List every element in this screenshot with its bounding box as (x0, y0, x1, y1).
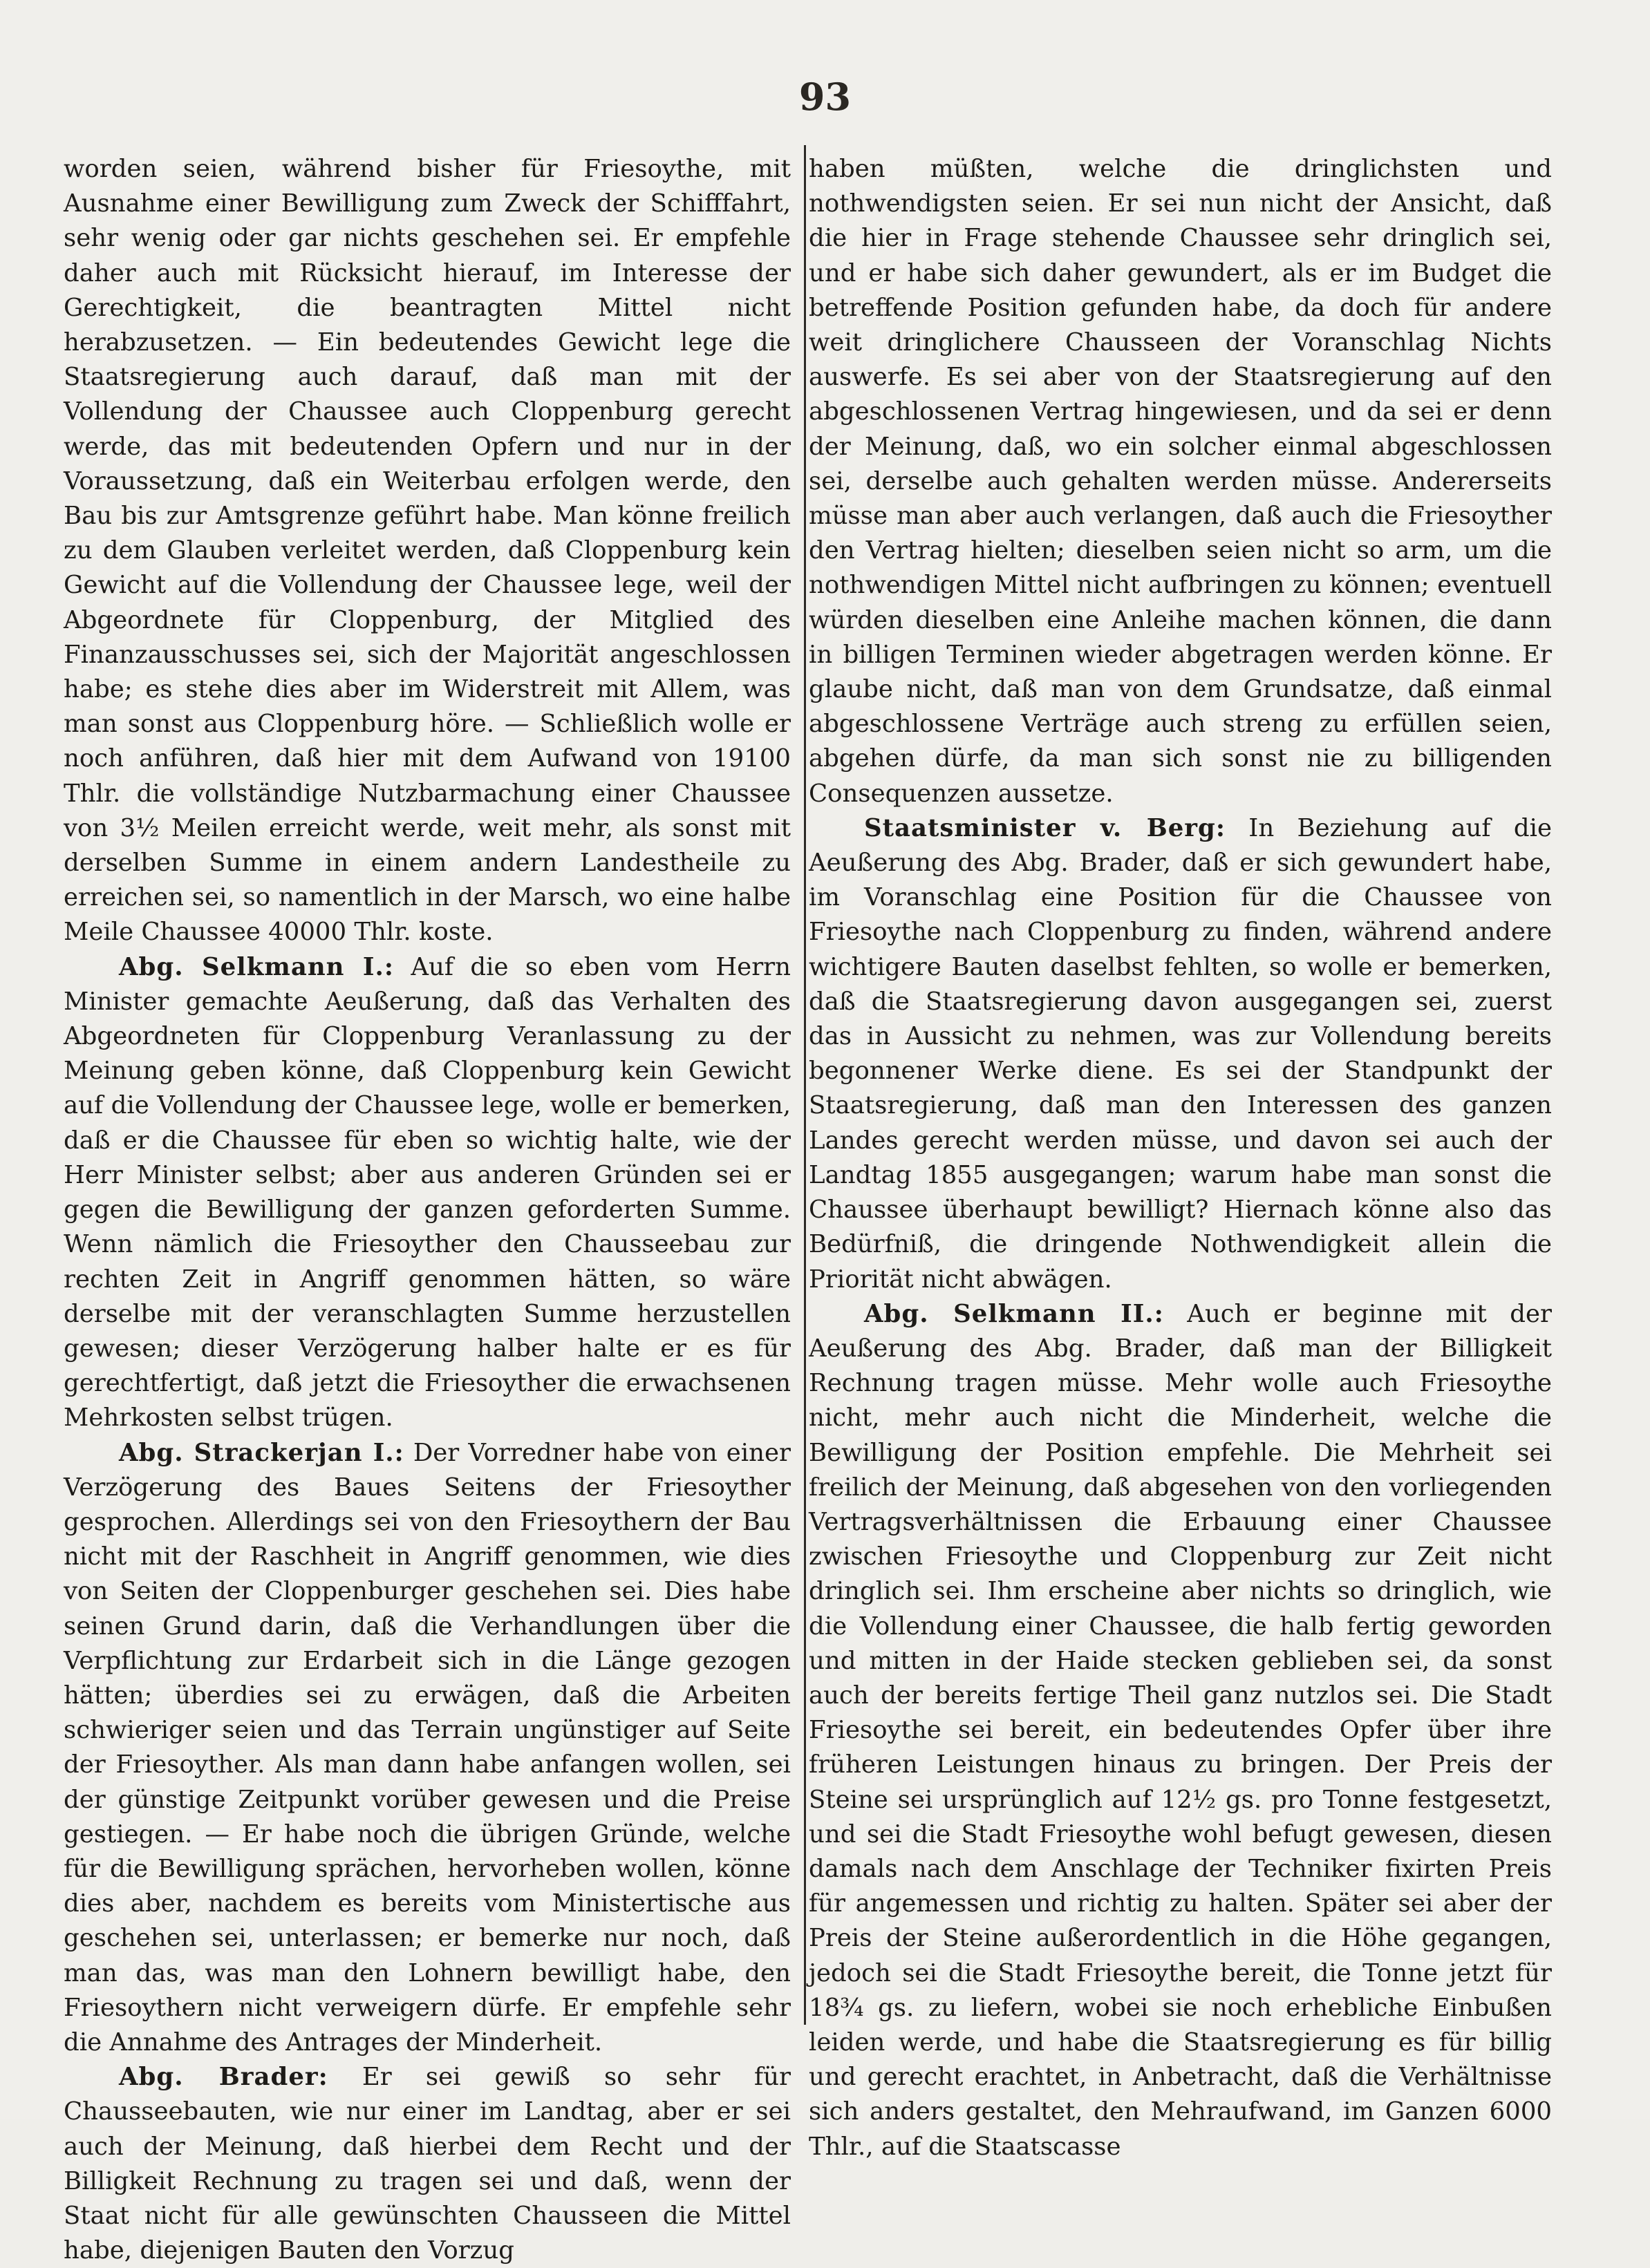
right-column (809, 152, 1552, 2164)
speaker-name: Abg. Strackerjan I.: (119, 1438, 404, 1467)
paragraph (809, 811, 1552, 1297)
speaker-name: Staatsminister v. Berg: (864, 813, 1226, 842)
left-column (64, 152, 791, 2268)
speaker-name: Abg. Selkmann II.: (864, 1299, 1164, 1328)
paragraph (809, 152, 1552, 811)
paragraph-text: Er sei gewiß so sehr für Chausseebauten, wie nur einer im Landtag, aber er sei auch der Meinung, daß hierbei dem Recht und der Billigkeit Rechnung zu tragen sei und daß, wenn der Staat nicht für alle gewünschten Chausseen die Mittel habe, diejenigen Bauten den Vorzug (64, 2063, 791, 2265)
paragraph-text: In Beziehung auf die Aeußerung des Abg. Brader, daß er sich gewundert habe, im Voranschlag eine Position für die Chaussee von Friesoythe nach Cloppenburg zu finden, während andere wichtigere Bauten daselbst fehlten, so wolle er bemerken, daß die Staatsregierung davon ausgegangen sei, zuerst das in Aussicht zu nehmen, was zur Vollendung bereits begonnener Werke diene. Es sei der Standpunkt der Staatsregierung, daß man den Interessen des ganzen Landes gerecht werden müsse, und davon sei auch der Landtag 1855 ausgegangen; warum habe man sonst die Chaussee überhaupt bewilligt? Hiernach könne also das Bedürfniß, die dringende Nothwendigkeit allein die Priorität nicht abwägen. (809, 813, 1552, 1294)
page-number: 93 (798, 75, 852, 119)
column-divider (804, 145, 806, 2025)
paragraph (809, 1297, 1552, 2164)
paragraph-text: worden seien, während bisher für Friesoythe, mit Ausnahme einer Bewilligung zum Zweck der Schifffahrt, sehr wenig oder gar nichts geschehen sei. Er empfehle daher auch mit Rücksicht hierauf, im Interesse der Gerechtigkeit, die beantragten Mittel nicht herabzusetzen. — Ein bedeutendes Gewicht lege die Staatsregierung auch darauf, daß man mit der Vollendung der Chaussee auch Cloppenburg gerecht werde, das mit bedeutenden Opfern und nur in der Voraussetzung, daß ein Weiterbau erfolgen werde, den Bau bis zur Amtsgrenze geführt habe. Man könne freilich zu dem Glauben verleitet werden, daß Cloppenburg kein Gewicht auf die Vollendung der Chaussee lege, weil der Abgeordnete für Cloppenburg, der Mitglied des Finanzausschusses sei, sich der Majorität angeschlossen habe; es stehe dies aber im Widerstreit mit Allem, was man sonst aus Cloppenburg höre. — Schließlich wolle er noch anführen, daß hier mit dem Aufwand von 19100 Thlr. die vollständige Nutzbarmachung einer Chaussee von 3½ Meilen erreicht werde, weit mehr, als sonst mit derselben Summe in einem andern Landestheile zu erreichen sei, so namentlich in der Marsch, wo eine halbe Meile Chaussee 40000 Thlr. koste. (64, 155, 791, 947)
paragraph (64, 2060, 791, 2268)
paragraph-text: Auf die so eben vom Herrn Minister gemachte Aeußerung, daß das Verhalten des Abgeordneten für Cloppenburg Veranlassung zu der Meinung geben könne, daß Cloppenburg kein Gewicht auf die Vollendung der Chaussee lege, wolle er bemerken, daß er die Chaussee für eben so wichtig halte, wie der Herr Minister selbst; aber aus anderen Gründen sei er gegen die Bewilligung der ganzen geforderten Summe. Wenn nämlich die Friesoyther den Chausseebau zur rechten Zeit in Angriff genommen hätten, so wäre derselbe mit der veranschlagten Summe herzustellen gewesen; dieser Verzögerung halber halte er es für gerechtfertigt, daß jetzt die Friesoyther die erwachsenen Mehrkosten selbst trügen. (64, 952, 791, 1433)
paragraph (64, 950, 791, 1436)
paragraph-text: Auch er beginne mit der Aeußerung des Abg. Brader, daß man der Billigkeit Rechnung tragen müsse. Mehr wolle auch Friesoythe nicht, mehr auch nicht die Minderheit, welche die Bewilligung der Position empfehle. Die Mehrheit sei freilich der Meinung, daß abgesehen von den vorliegenden Vertragsverhältnissen die Erbauung einer Chaussee zwischen Friesoythe und Cloppenburg zur Zeit nicht dringlich sei. Ihm erscheine aber nichts so dringlich, wie die Vollendung einer Chaussee, die halb fertig geworden und mitten in der Haide stecken geblieben sei, da sonst auch der bereits fertige Theil ganz nutzlos sei. Die Stadt Friesoythe sei bereit, ein bedeutendes Opfer über ihre früheren Leistungen hinaus zu bringen. Der Preis der Steine sei ursprünglich auf 12½ gs. pro Tonne festgesetzt, und sei die Stadt Friesoythe wohl befugt gewesen, diesen damals nach dem Anschlage der Techniker fixirten Preis für angemessen und richtig zu halten. Später sei aber der Preis der Steine außerordentlich in die Höhe gegangen, jedoch sei die Stadt Friesoythe bereit, die Tonne jetzt für 18¾ gs. zu liefern, wobei sie noch erhebliche Einbußen leiden werde, und habe die Staatsregierung es für billig und gerecht erachtet, in Anbetracht, daß die Verhältnisse sich anders gestaltet, den Mehraufwand, im Ganzen 6000 Thlr., auf die Staatscasse (809, 1299, 1552, 2161)
paragraph (64, 1436, 791, 2061)
paragraph-text: Der Vorredner habe von einer Verzögerung des Baues Seitens der Friesoyther gesprochen. Allerdings sei von den Friesoythern der Bau nicht mit der Raschheit in Angriff genommen, wie dies von Seiten der Cloppenburger geschehen sei. Dies habe seinen Grund darin, daß die Verhandlungen über die Verpflichtung zur Erdarbeit sich in die Länge gezogen hätten; überdies sei zu erwägen, daß die Arbeiten schwieriger seien und das Terrain ungünstiger auf Seite der Friesoyther. Als man dann habe anfangen wollen, sei der günstige Zeitpunkt vorüber gewesen und die Preise gestiegen. — Er habe noch die übrigen Gründe, welche für die Bewilligung sprächen, hervorheben wollen, könne dies aber, nachdem es bereits vom Ministertische aus geschehen sei, unterlassen; er bemerke nur noch, daß man das, was man den Lohnern bewilligt habe, den Friesoythern nicht verweigern dürfe. Er empfehle sehr die Annahme des Antrages der Minderheit. (64, 1438, 791, 2057)
speaker-name: Abg. Brader: (119, 2063, 328, 2092)
speaker-name: Abg. Selkmann I.: (119, 952, 394, 981)
paragraph-text: haben müßten, welche die dringlichsten und nothwendigsten seien. Er sei nun nicht der Ansicht, daß die hier in Frage stehende Chaussee sehr dringlich sei, und er habe sich daher gewundert, als er im Budget die betreffende Position gefunden habe, da doch für andere weit dringlichere Chausseen der Voranschlag Nichts auswerfe. Es sei aber von der Staatsregierung auf den abgeschlossenen Vertrag hingewiesen, und da sei er denn der Meinung, daß, wo ein solcher einmal abgeschlossen sei, derselbe auch gehalten werden müsse. Andererseits müsse man aber auch verlangen, daß auch die Friesoyther den Vertrag hielten; dieselben seien nicht so arm, um die nothwendigen Mittel nicht aufbringen zu können; eventuell würden dieselben eine Anleihe machen können, die dann in billigen Terminen wieder abgetragen werden könne. Er glaube nicht, daß man von dem Grundsatze, daß einmal abgeschlossene Verträge auch streng zu erfüllen seien, abgehen dürfe, da man sich sonst nie zu billigenden Consequenzen aussetze. (809, 155, 1552, 808)
paragraph (64, 152, 791, 950)
